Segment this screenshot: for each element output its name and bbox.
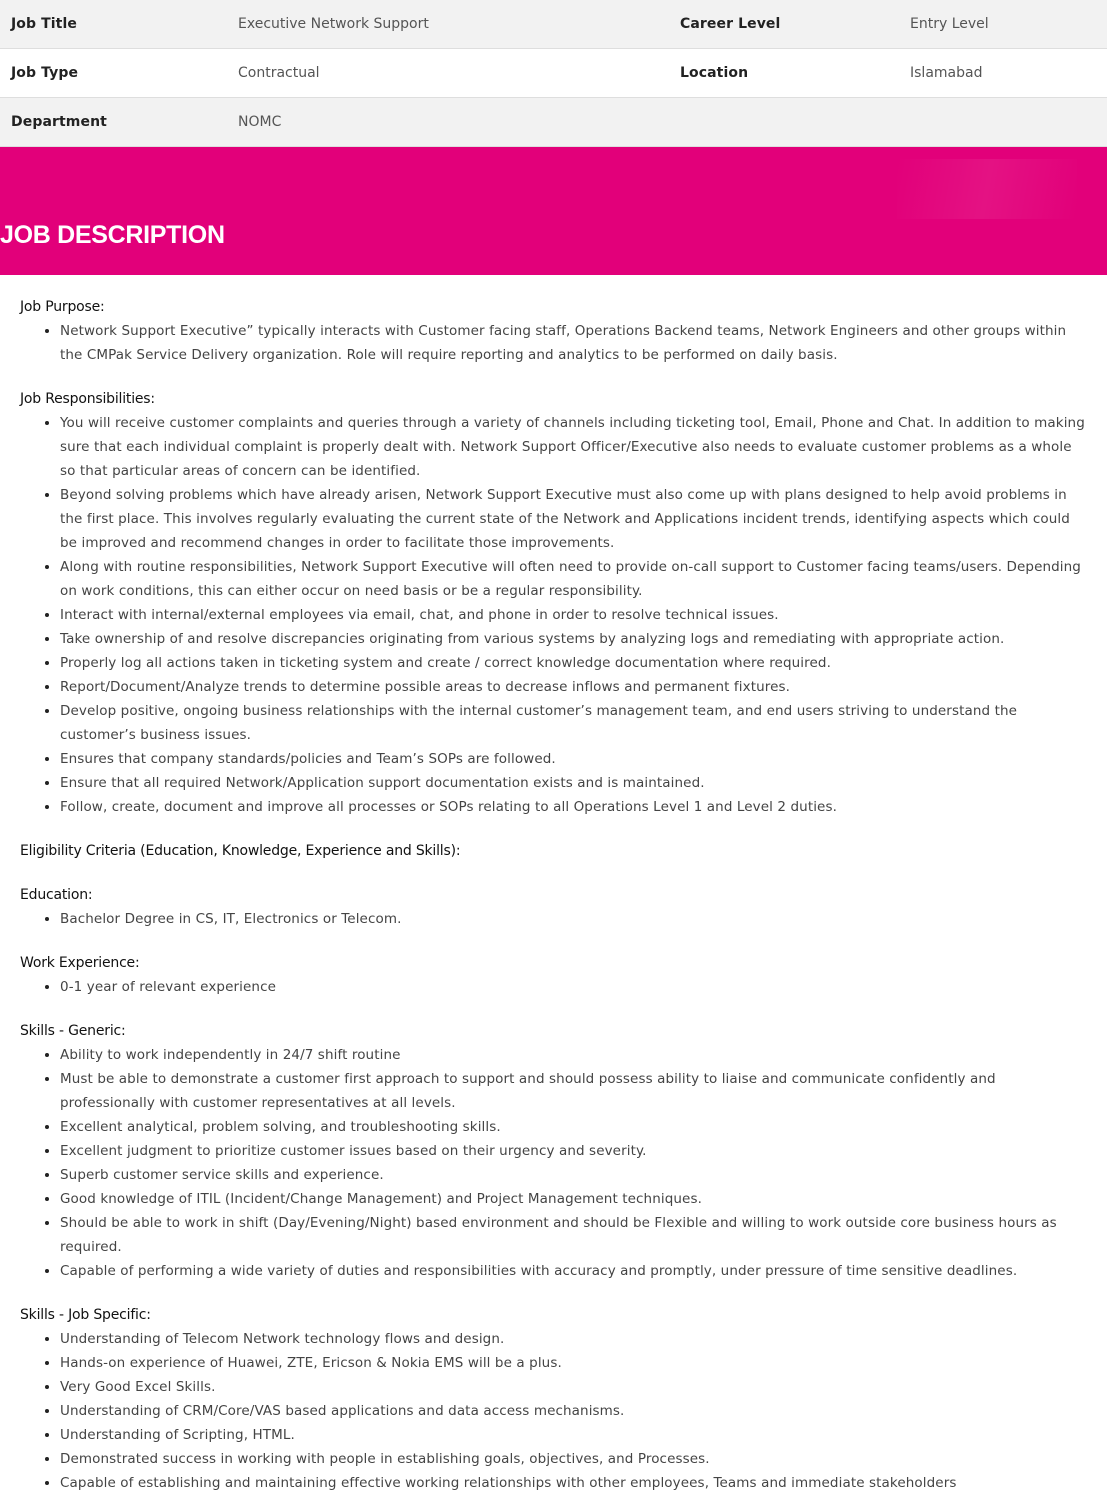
list-item: • Understanding of Scripting, HTML. [60, 1423, 1087, 1447]
section-heading: Eligibility Criteria (Education, Knowledge, Experience and Skills): [20, 843, 461, 859]
description-section [20, 883, 1087, 931]
job-description-body [0, 275, 1107, 1495]
bullet-list [20, 319, 1087, 367]
list-item: • Good knowledge of ITIL (Incident/Change Management) and Project Management techniques. [60, 1187, 1087, 1211]
details-row-department [0, 98, 1107, 147]
section-heading: Work Experience: [20, 955, 140, 971]
list-item: • 0-1 year of relevant experience [60, 975, 1087, 999]
job-details-table [0, 0, 1107, 147]
description-section [20, 295, 1087, 367]
job-title-label: Job Title [0, 0, 227, 49]
list-item: • Network Support Executive” typically interacts with Customer facing staff, Operations Backend teams, Network Engineers and other groups within the CMPak Service Delivery organization. Role will require reporting and analytics to be performed on daily basis. [60, 319, 1087, 367]
list-item: • Interact with internal/external employees via email, chat, and phone in order to resolve technical issues. [60, 603, 1087, 627]
career-level-label: Career Level [669, 0, 899, 49]
empty-cell [899, 98, 1107, 147]
description-section [20, 1303, 1087, 1495]
list-item: • Understanding of CRM/Core/VAS based applications and data access mechanisms. [60, 1399, 1087, 1423]
list-item: • Very Good Excel Skills. [60, 1375, 1087, 1399]
job-title-value: Executive Network Support [227, 0, 669, 49]
list-item: • Take ownership of and resolve discrepancies originating from various systems by analyzing logs and remediating with appropriate action. [60, 627, 1087, 651]
list-item: • Must be able to demonstrate a customer first approach to support and should possess ability to liaise and communicate confidently and professionally with customer representatives at all levels. [60, 1067, 1087, 1115]
list-item: • Ensure that all required Network/Application support documentation exists and is maintained. [60, 771, 1087, 795]
list-item: • Superb customer service skills and experience. [60, 1163, 1087, 1187]
list-item: • Excellent judgment to prioritize customer issues based on their urgency and severity. [60, 1139, 1087, 1163]
description-section [20, 387, 1087, 819]
location-value: Islamabad [899, 49, 1107, 98]
location-label: Location [669, 49, 899, 98]
list-item: • You will receive customer complaints and queries through a variety of channels including ticketing tool, Email, Phone and Chat. In addition to making sure that each individual complaint is properly dealt with. Network Support Officer/Executive also needs to evaluate customer problems as a whole so that particular areas of concern can be identified. [60, 411, 1087, 483]
section-heading: Education: [20, 887, 93, 903]
details-row-job-type [0, 49, 1107, 98]
empty-cell [669, 98, 899, 147]
description-section [20, 951, 1087, 999]
list-item: • Follow, create, document and improve all processes or SOPs relating to all Operations Level 1 and Level 2 duties. [60, 795, 1087, 819]
list-item: • Demonstrated success in working with people in establishing goals, objectives, and Processes. [60, 1447, 1087, 1471]
bullet-list [20, 907, 1087, 931]
section-heading: Skills - Job Specific: [20, 1307, 151, 1323]
section-heading: Job Purpose: [20, 299, 105, 315]
list-item: • Along with routine responsibilities, Network Support Executive will often need to provide on-call support to Customer facing teams/users. Depending on work conditions, this can either occur on need basis or be a regular responsibility. [60, 555, 1087, 603]
list-item: • Report/Document/Analyze trends to determine possible areas to decrease inflows and permanent fixtures. [60, 675, 1087, 699]
description-section [20, 839, 1087, 863]
list-item: • Understanding of Telecom Network technology flows and design. [60, 1327, 1087, 1351]
list-item: • Excellent analytical, problem solving, and troubleshooting skills. [60, 1115, 1087, 1139]
list-item: • Ability to work independently in 24/7 shift routine [60, 1043, 1087, 1067]
section-heading: Skills - Generic: [20, 1023, 126, 1039]
department-label: Department [0, 98, 227, 147]
list-item: • Bachelor Degree in CS, IT, Electronics or Telecom. [60, 907, 1087, 931]
job-description-banner [0, 147, 1107, 275]
list-item: • Develop positive, ongoing business relationships with the internal customer’s management team, and end users striving to understand the customer’s business issues. [60, 699, 1087, 747]
section-title: JOB DESCRIPTION [0, 221, 225, 249]
job-type-label: Job Type [0, 49, 227, 98]
list-item: • Hands-on experience of Huawei, ZTE, Ericson & Nokia EMS will be a plus. [60, 1351, 1087, 1375]
list-item: • Should be able to work in shift (Day/Evening/Night) based environment and should be Flexible and willing to work outside core business hours as required. [60, 1211, 1087, 1259]
bullet-list [20, 975, 1087, 999]
career-level-value: Entry Level [899, 0, 1107, 49]
bullet-list [20, 1327, 1087, 1495]
department-value: NOMC [227, 98, 669, 147]
list-item: • Ensures that company standards/policies and Team’s SOPs are followed. [60, 747, 1087, 771]
list-item: • Beyond solving problems which have already arisen, Network Support Executive must also come up with plans designed to help avoid problems in the first place. This involves regularly evaluating the current state of the Network and Applications incident trends, identifying aspects which could be improved and recommend changes in order to facilitate those improvements. [60, 483, 1087, 555]
list-item: • Capable of establishing and maintaining effective working relationships with other employees, Teams and immediate stakeholders [60, 1471, 1087, 1495]
job-type-value: Contractual [227, 49, 669, 98]
section-heading: Job Responsibilities: [20, 391, 155, 407]
list-item: • Properly log all actions taken in ticketing system and create / correct knowledge documentation where required. [60, 651, 1087, 675]
bullet-list [20, 1043, 1087, 1283]
bullet-list [20, 411, 1087, 819]
description-section [20, 1019, 1087, 1283]
banner-decoration [897, 159, 1077, 219]
list-item: • Capable of performing a wide variety of duties and responsibilities with accuracy and promptly, under pressure of time sensitive deadlines. [60, 1259, 1087, 1283]
details-row-job-title [0, 0, 1107, 49]
